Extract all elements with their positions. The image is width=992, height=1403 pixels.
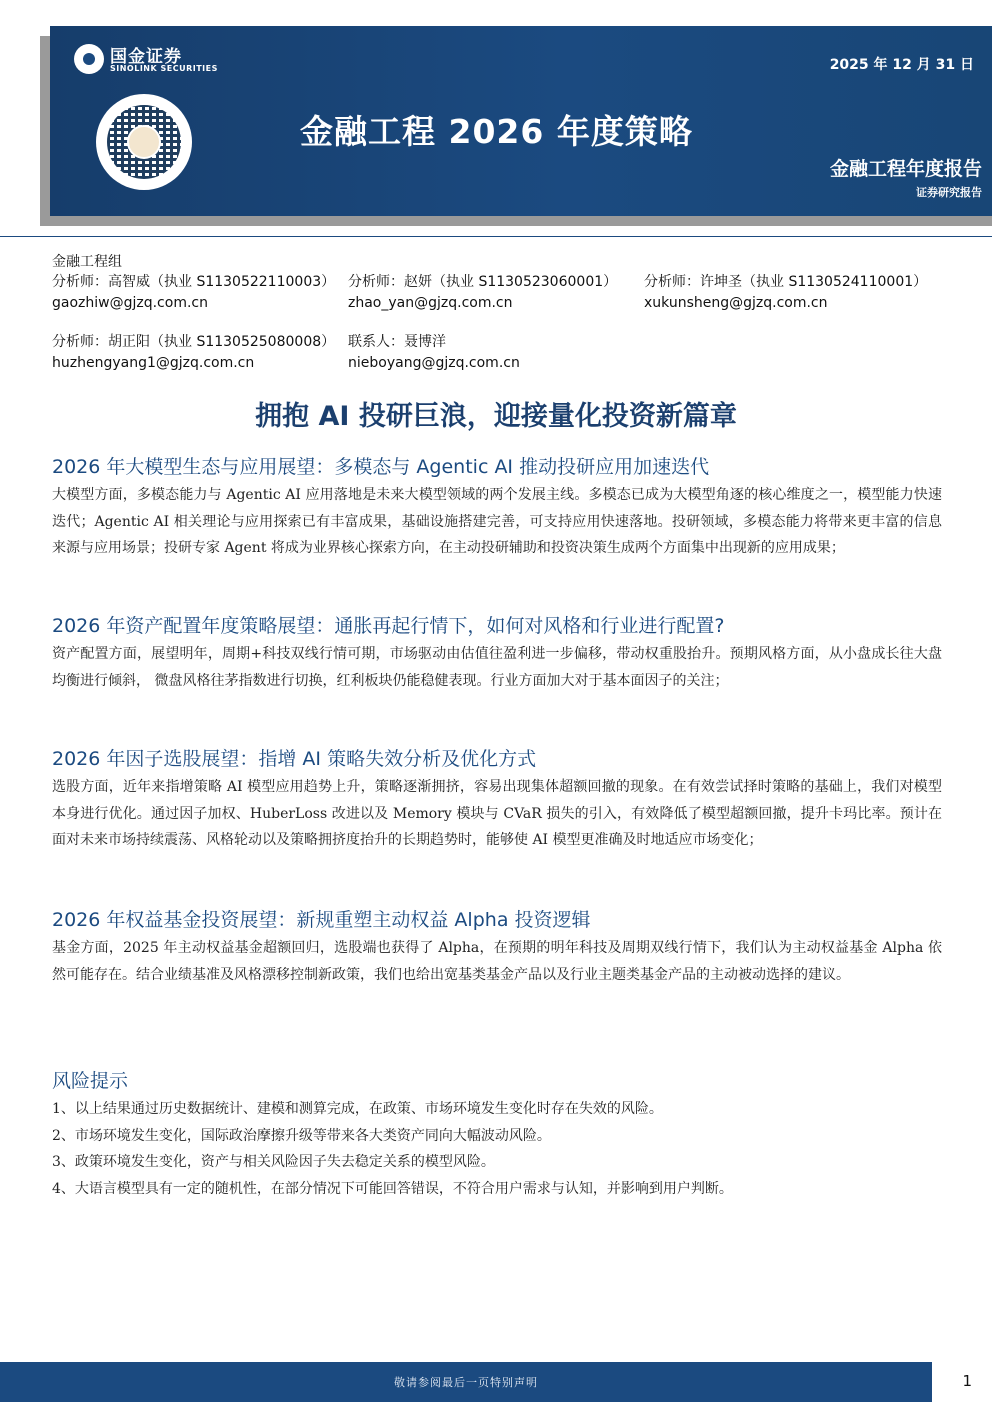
section-title: 2026 年权益基金投资展望：新规重塑主动权益 Alpha 投资逻辑 xyxy=(52,909,591,931)
report-headline: 拥抱 AI 投研巨浪，迎接量化投资新篇章 xyxy=(255,401,737,432)
section-body: 基金方面，2025 年主动权益基金超额回归，选股端也获得了 Alpha，在预期的明年科技及周期双线行情下，我们认为主动权益基金 Alpha 依然可能存在。结合业绩基准及风格漂移控制新政策，我们也给出宽基类基金产品以及行业主题类基金产品的主动被动选择的建议。 xyxy=(52,940,942,983)
author-email[interactable]: nieboyang@gjzq.com.cn xyxy=(348,355,520,371)
author-role: 分析师：赵妍（执业 S1130523060001） xyxy=(348,274,618,290)
section-title: 2026 年大模型生态与应用展望：多模态与 Agentic AI 推动投研应用加速迭代 xyxy=(52,456,710,478)
header-divider xyxy=(0,236,992,237)
section-body: 大模型方面，多模态能力与 Agentic AI 应用落地是未来大模型领域的两个发展主线。多模态已成为大模型角逐的核心维度之一，模型能力快速迭代；Agentic AI 相关理论与应用探索已有丰富成果，基础设施搭建完善，可支持应用快速落地。投研领域，多模态能力将带来更丰富的信息来源与应用场景；投研专家 Agent 将成为业界核心探索方向，在主动投研辅助和投资决策生成两个方面集中出现新的应用成果； xyxy=(52,487,942,556)
author-email[interactable]: xukunsheng@gjzq.com.cn xyxy=(644,295,828,311)
section-title: 2026 年因子选股展望：指增 AI 策略失效分析及优化方式 xyxy=(52,748,537,770)
risk-warning xyxy=(52,1066,942,1202)
report-date: 2025 年 12 月 31 日 xyxy=(829,57,974,73)
qr-code-icon xyxy=(96,94,192,190)
author-email[interactable]: zhao_yan@gjzq.com.cn xyxy=(348,295,513,311)
report-title: 金融工程 2026 年度策略 xyxy=(300,112,693,151)
section-title: 2026 年资产配置年度策略展望：通胀再起行情下，如何对风格和行业进行配置? xyxy=(52,615,725,637)
risk-title: 风险提示 xyxy=(52,1070,129,1092)
author-role: 分析师：许坤圣（执业 S1130524110001） xyxy=(644,274,928,290)
report-banner xyxy=(50,26,992,216)
brand-name-en: SINOLINK SECURITIES xyxy=(110,64,218,73)
author-entry xyxy=(348,332,520,374)
risk-item: 1、以上结果通过历史数据统计、建模和测算完成，在政策、市场环境发生变化时存在失效的风险。 xyxy=(52,1101,663,1117)
footer-disclaimer: 敬请参阅最后一页特别声明 xyxy=(0,1362,932,1402)
author-entry xyxy=(348,272,617,314)
author-email[interactable]: gaozhiw@gjzq.com.cn xyxy=(52,295,208,311)
risk-item: 2、市场环境发生变化，国际政治摩擦升级等带来各大类资产同向大幅波动风险。 xyxy=(52,1127,551,1144)
author-email[interactable]: huzhengyang1@gjzq.com.cn xyxy=(52,355,255,371)
report-subtype: 证券研究报告 xyxy=(916,186,982,199)
page-number: 1 xyxy=(962,1372,972,1390)
team-name: 金融工程组 xyxy=(52,254,122,270)
logo-icon xyxy=(74,44,104,74)
section-body: 资产配置方面，展望明年，周期+科技双线行情可期，市场驱动由估值往盈利进一步偏移，带动权重股抬升。预期风格方面，从小盘成长往大盘均衡进行倾斜， 微盘风格往茅指数进行切换，红利板块仍能稳健表现。行业方面加大对于基本面因子的关注； xyxy=(52,646,942,689)
brand-name-cn: 国金证券 xyxy=(110,47,182,67)
report-type: 金融工程年度报告 xyxy=(829,158,982,180)
author-entry xyxy=(644,272,927,314)
author-role: 分析师：胡正阳（执业 S1130525080008） xyxy=(52,334,336,350)
section-llm-outlook xyxy=(52,452,942,562)
author-entry xyxy=(52,272,335,314)
section-body: 选股方面，近年来指增策略 AI 模型应用趋势上升，策略逐渐拥挤，容易出现集体超额回撤的现象。在有效尝试择时策略的基础上，我们对模型本身进行优化。通过因子加权、HuberLoss 改进以及 Memory 模块与 CVaR 损失的引入，有效降低了模型超额回撤，提升卡玛比率。预计在面对未来市场持续震荡、风格轮动以及策略拥挤度抬升的长期趋势时，能够使 AI 模型更准确及时地适应市场变化； xyxy=(52,779,942,848)
author-entry xyxy=(52,332,335,374)
risk-item: 4、大语言模型具有一定的随机性，在部分情况下可能回答错误，不符合用户需求与认知，并影响到用户判断。 xyxy=(52,1180,733,1197)
author-role: 分析师：高智威（执业 S1130522110003） xyxy=(52,274,336,290)
section-factor-selection xyxy=(52,744,942,854)
author-role: 联系人：聂博洋 xyxy=(348,334,446,350)
risk-item: 3、政策环境发生变化，资产与相关风险因子失去稳定关系的模型风险。 xyxy=(52,1154,495,1170)
section-asset-allocation xyxy=(52,611,942,694)
section-equity-fund xyxy=(52,905,942,988)
